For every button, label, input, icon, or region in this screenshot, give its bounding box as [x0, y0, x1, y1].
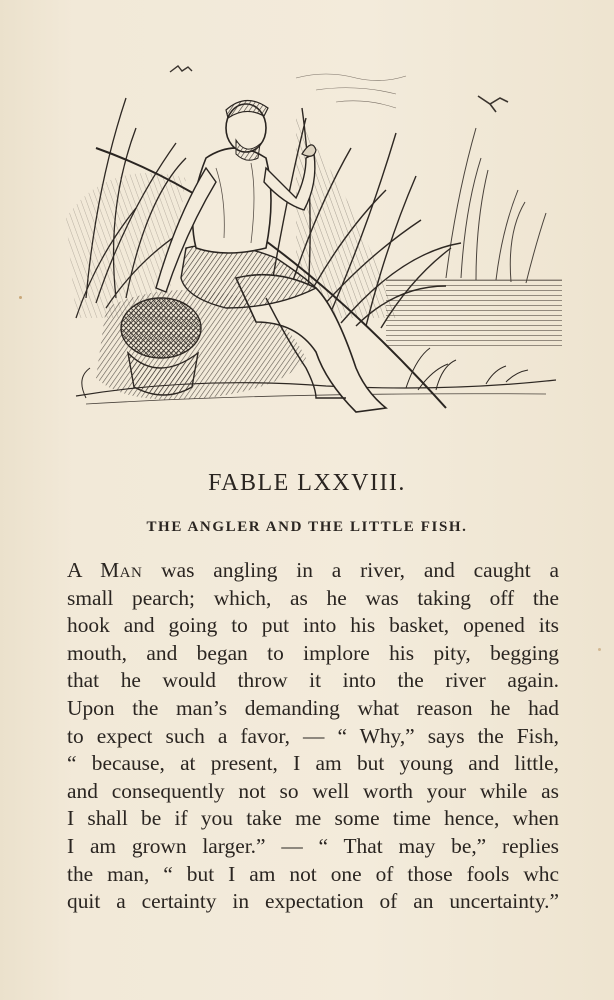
body-line: mouth, and began to implore his pity, begging — [67, 640, 559, 665]
body-line: and consequently not so well worth your while as — [67, 778, 559, 803]
angler-engraving-icon — [66, 58, 562, 414]
body-line: that he would throw it into the river again. — [67, 668, 559, 693]
paper-speck — [598, 648, 601, 651]
fable-title: FABLE LXXVIII. — [208, 470, 406, 496]
body-line-text: was angling in a river, and caught a — [142, 558, 559, 582]
body-line: quit a certainty in expectation of an uncertainty.” — [67, 889, 559, 914]
body-line: small pearch; which, as he was taking off the — [67, 585, 559, 610]
body-line: Upon the man’s demanding what reason he had — [67, 695, 559, 720]
body-line: to expect such a favor, — “ Why,” says the Fish, — [67, 723, 559, 748]
body-line: “ because, at present, I am but young and little, — [67, 751, 559, 776]
body-line: I am grown larger.” — “ That may be,” replies — [67, 833, 559, 858]
body-line: I shall be if you take me some time hence, when — [67, 806, 559, 831]
paper-speck — [19, 296, 22, 299]
body-line — [67, 557, 559, 585]
first-word-prefix: A — [67, 558, 101, 582]
fable-body — [67, 557, 559, 916]
body-line: the man, “ but I am not one of those fools whc — [67, 861, 559, 886]
first-word-small-caps: Man — [100, 558, 143, 582]
fable-subtitle: THE ANGLER AND THE LITTLE FISH. — [146, 519, 468, 535]
body-line: hook and going to put into his basket, opened its — [67, 613, 559, 638]
